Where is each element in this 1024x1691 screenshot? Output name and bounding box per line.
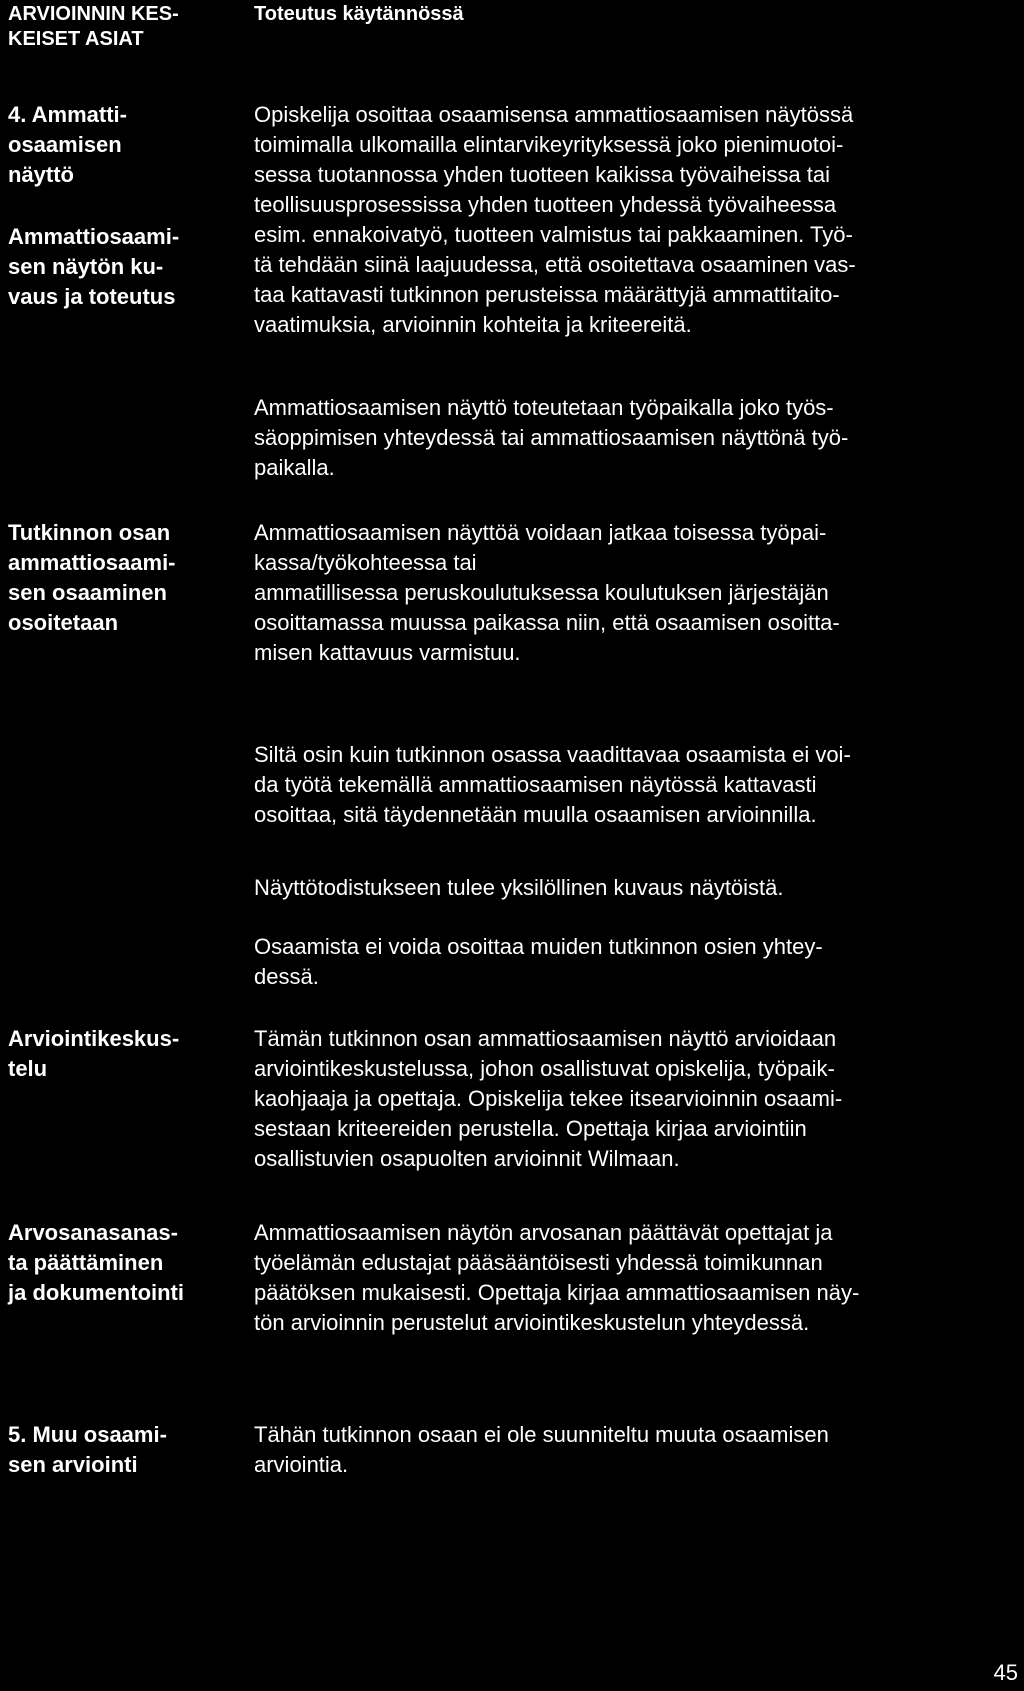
nayttotodistus-text: Näyttötodistukseen tulee yksilöllinen kuvaus näytöistä.	[254, 875, 784, 900]
section-5-title: 5. Muu osaami- sen arviointi	[8, 1422, 167, 1477]
header-right: Toteutus käytännössä	[254, 3, 464, 25]
header-left: ARVIOINNIN KES- KEISET ASIAT	[8, 3, 179, 50]
arviointikeskustelu-label: Arviointikeskus- telu	[8, 1026, 180, 1081]
section-4-title: 4. Ammatti- osaamisen näyttö	[8, 102, 127, 187]
nayton-kuvaus-label: Ammattiosaami- sen näytön ku- vaus ja toteutus	[8, 224, 180, 309]
osaaminen-osoitetaan-label: Tutkinnon osan ammattiosaami- sen osaaminen osoitetaan	[8, 520, 176, 635]
taydentaminen-text: Siltä osin kuin tutkinnon osassa vaadittavaa osaamista ei voi- da työtä tekemällä ammattiosaamisen näytössä kattavasti osoittaa, sitä täydennetään muulla osaamisen arvioinnilla.	[254, 742, 851, 827]
muut-osat-text: Osaamista ei voida osoittaa muiden tutkinnon osien yhtey- dessä.	[254, 934, 823, 989]
muu-arviointi-text: Tähän tutkinnon osaan ei ole suunniteltu muuta osaamisen arviointia.	[254, 1422, 829, 1477]
arvosana-label: Arvosanasanas- ta päättäminen ja dokumentointi	[8, 1220, 184, 1305]
page-number: 45	[993, 1660, 1018, 1685]
naytto-toteutus-text: Ammattiosaamisen näyttö toteutetaan työpaikalla joko työs- säoppimisen yhteydessä tai ammattiosaamisen näyttönä työ- paikalla.	[254, 395, 849, 480]
naytto-jatkaminen-text: Ammattiosaamisen näyttöä voidaan jatkaa toisessa työpai- kassa/työkohteessa tai ammatillisessa peruskoulutuksessa koulutuksen järjestäjän osoittamassa muussa paikassa niin, että osaamisen osoitta- misen kattavuus varmistuu.	[254, 520, 840, 665]
nayton-kuvaus-text: Opiskelija osoittaa osaamisensa ammattiosaamisen näytössä toimimalla ulkomailla elintarvikeyrityksessä joko pienimuotoi- sessa tuotannossa yhden tuotteen kaikissa työvaiheissa tai teollisuusprosessissa yhden tuotteen yhdessä työvaiheessa esim. ennakoivatyö, tuotteen valmistus tai pakkaaminen. Työ- tä tehdään siinä laajuudessa, että osoitettava osaaminen vas- taa kattavasti tutkinnon perusteissa määrättyjä ammattitaito- vaatimuksia, arvioinnin kohteita ja kriteereitä.	[254, 102, 856, 337]
arviointikeskustelu-text: Tämän tutkinnon osan ammattiosaamisen näyttö arvioidaan arviointikeskustelussa, johon osallistuvat opiskelija, työpaik- kaohjaaja ja opettaja. Opiskelija tekee itsearvioinnin osaami- sestaan kriteereiden perustella. Opettaja kirjaa arviointiin osallistuvien osapuolten arvioinnit Wilmaan.	[254, 1026, 843, 1171]
arvosana-text: Ammattiosaamisen näytön arvosanan päättävät opettajat ja työelämän edustajat pääsääntöisesti yhdessä toimikunnan päätöksen mukaisesti. Opettaja kirjaa ammattiosaamisen näy- tön arvioinnin perustelut arviointikeskustelun yhteydessä.	[254, 1220, 860, 1335]
